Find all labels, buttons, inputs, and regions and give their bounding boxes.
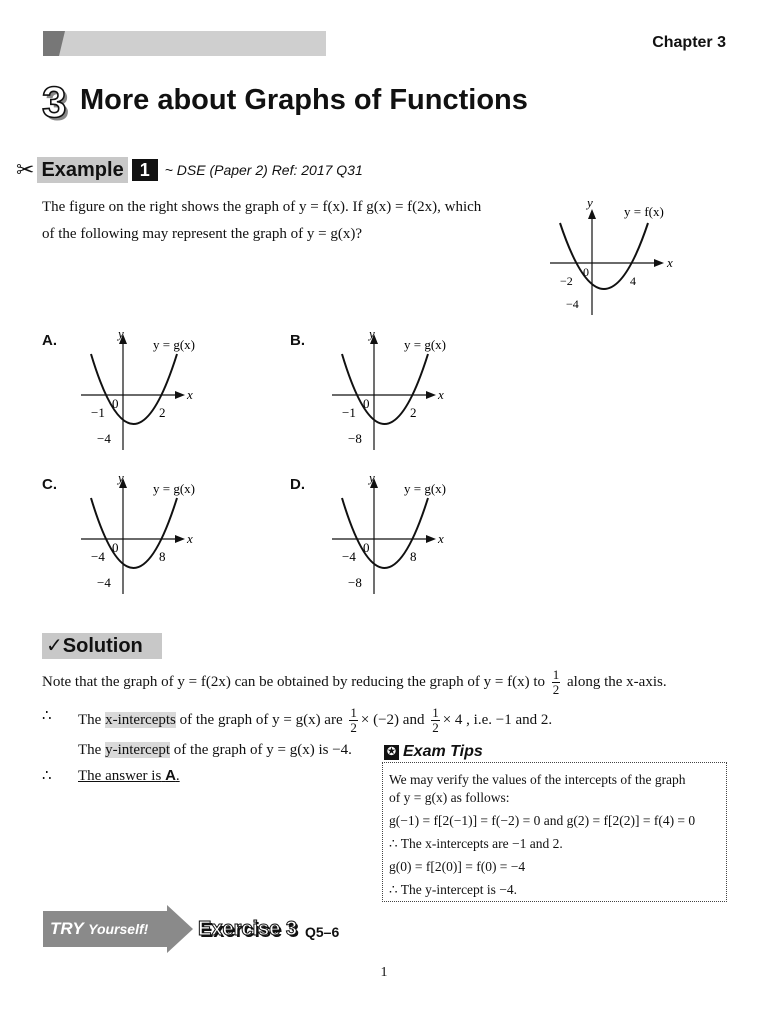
y-axis-arrow-icon [588,209,596,219]
option-c-graph[interactable] [75,470,235,598]
chapter-label: Chapter 3 [652,34,726,51]
y-intercept: −4 [97,431,111,446]
x-axis-arrow-icon [426,391,436,399]
solution-answer: The answer is A. [78,767,180,784]
x-intercept-right: 8 [410,549,417,564]
highlight-y-intercept: y-intercept [105,742,171,758]
x-intercept-left: −4 [342,549,356,564]
origin-label: 0 [112,540,119,555]
x-axis-arrow-icon [175,535,185,543]
try-yourself-label: TRY Yourself! [50,919,149,938]
chapter-number: 3 [42,78,67,127]
solution-heading: ✓Solution [42,633,162,659]
x-intercept-left: −2 [560,274,573,288]
x-intercept-left: −1 [91,405,105,420]
page-number: 1 [380,965,388,980]
x-intercept-right: 2 [159,405,166,420]
x-axis-arrow-icon [654,259,664,267]
exercise-link[interactable]: Exercise 3 [198,918,297,940]
solution-line-3: The y-intercept of the graph of y = g(x) is −4. [78,742,352,758]
check-icon: ✓ [46,635,63,657]
highlight-x-intercepts: x-intercepts [105,711,176,728]
exam-tips-title: ✪ Exam Tips [384,743,483,761]
example-number: 1 [132,159,158,181]
curve-label: y = g(x) [153,481,195,496]
origin-label: 0 [363,540,370,555]
tip-line: ∴ The y-intercept is −4. [389,882,518,897]
answer-letter: A [165,767,176,784]
y-intercept: −8 [348,575,362,590]
curve-label: y = g(x) [404,481,446,496]
question-line-1: The figure on the right shows the graph of y = f(x). If g(x) = f(2x), which [42,199,482,215]
origin-label: 0 [112,396,119,411]
chapter-title: More about Graphs of Functions [80,84,528,116]
x-intercept-left: −1 [342,405,356,420]
exercise-questions: Q5–6 [305,924,340,940]
star-icon: ✪ [384,745,399,760]
solution-line-2: The x-intercepts of the graph of y = g(x) are $\frac{1}{2}$ × (−2) and $\frac{1}{2}$ × 4 , i.e. −1 and 2. [78,705,553,735]
question-line-2: of the following may represent the graph of y = g(x)? [42,226,363,242]
option-b-label: B. [290,332,305,349]
y-axis-label: y [369,470,375,485]
origin-label: 0 [363,396,370,411]
y-axis-label: y [118,470,124,485]
main-graph [544,195,674,320]
origin-label: 0 [583,265,589,279]
y-intercept: −4 [566,297,579,311]
x-axis-label: x [187,387,193,402]
curve-label: y = g(x) [153,337,195,352]
x-axis-label: x [667,255,673,270]
option-a-graph[interactable] [75,326,235,454]
x-axis-arrow-icon [426,535,436,543]
option-b-graph[interactable] [326,326,486,454]
x-axis-arrow-icon [175,391,185,399]
therefore-symbol-2: ∴ [42,768,52,784]
y-axis-label: y [587,195,593,210]
tip-line: of y = g(x) as follows: [389,790,510,805]
scissors-icon: ✂ [16,157,35,182]
y-intercept: −4 [97,575,111,590]
x-axis-label: x [438,531,444,546]
tip-line: g(0) = f[2(0)] = f(0) = −4 [389,859,526,874]
header-bar [43,31,326,56]
x-intercept-right: 2 [410,405,417,420]
curve-label: y = f(x) [624,204,664,219]
x-axis-label: x [438,387,444,402]
y-intercept: −8 [348,431,362,446]
option-d-label: D. [290,476,305,493]
y-axis-label: y [118,326,124,341]
exam-tips-box [382,762,727,902]
tip-line: g(−1) = f[2(−1)] = f(−2) = 0 and g(2) = f[2(2)] = f(4) = 0 [389,813,696,828]
option-a-label: A. [42,332,57,349]
fraction: $\frac{1}{2}$ [552,667,560,697]
example-reference: ~ DSE (Paper 2) Ref: 2017 Q31 [164,162,363,178]
x-intercept-right: 8 [159,549,166,564]
x-intercept-left: −4 [91,549,105,564]
curve-label: y = g(x) [404,337,446,352]
example-label: Example [37,157,127,183]
example-heading [16,157,363,183]
y-axis-label: y [369,326,375,341]
tip-line: ∴ The x-intercepts are −1 and 2. [389,836,563,851]
tip-line: We may verify the values of the intercepts of the graph [389,772,686,787]
x-axis-label: x [187,531,193,546]
x-intercept-right: 4 [630,274,636,288]
therefore-symbol: ∴ [42,708,52,724]
option-c-label: C. [42,476,57,493]
option-d-graph[interactable] [326,470,486,598]
solution-line-1: Note that the graph of y = f(2x) can be obtained by reducing the graph of y = f(x) to $\frac{1}{2}$ along the x-axis. [42,667,667,697]
